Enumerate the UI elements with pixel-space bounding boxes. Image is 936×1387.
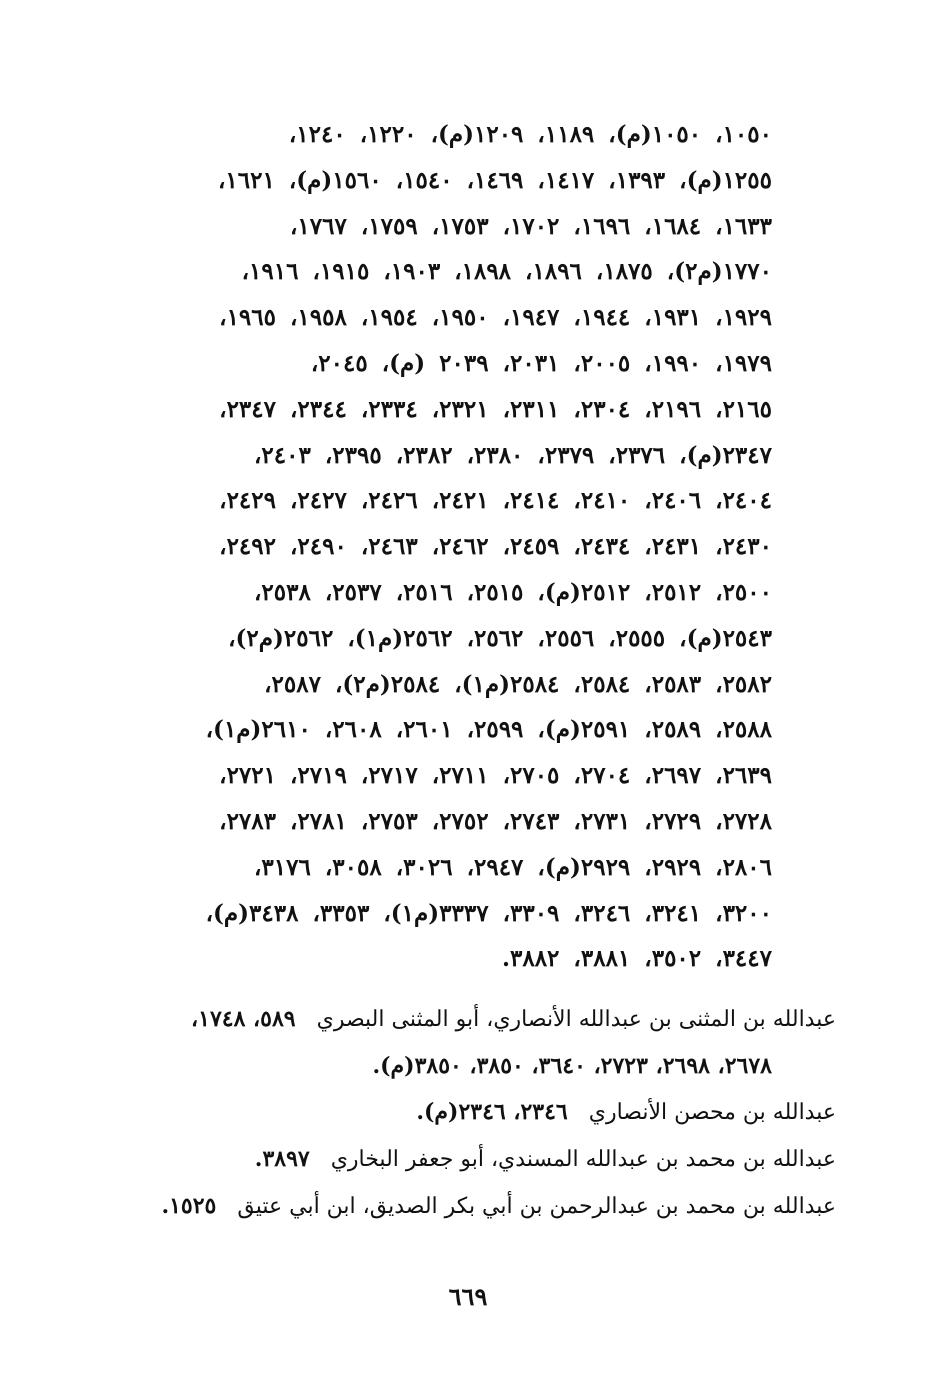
index-entry (96, 996, 836, 1089)
index-entry (96, 1136, 836, 1183)
index-entries (96, 996, 836, 1230)
reference-line: ١٠٥٠، ١٠٥٠(م)، ١١٨٩، ١٢٠٩(م)، ١٢٢٠، ١٢٤٠، (288, 121, 772, 148)
entry-name: عبدالله بن محمد بن عبدالله المسندي، أبو جعفر البخاري (330, 1147, 836, 1172)
entry-refs: ٣٨٩٧. (254, 1146, 310, 1172)
reference-line: ٢٧٢٨، ٢٧٢٩، ٢٧٣١، ٢٧٤٣، ٢٧٥٢، ٢٧٥٣، ٢٧٨١، ٢٧٨٣، (219, 807, 772, 835)
entry-refs: ٥٨٩، ١٧٤٨، (191, 1006, 296, 1032)
entry-refs-continued: ٢٦٧٨، ٢٦٩٨، ٢٧٢٣، ٣٦٤٠، ٣٨٥٠، ٣٨٥٠(م). (372, 1053, 772, 1079)
reference-number-block (132, 112, 772, 982)
reference-line: ٢٤٠٤، ٢٤٠٦، ٢٤١٠، ٢٤١٤، ٢٤٢١، ٢٤٢٦، ٢٤٢٧، ٢٤٢٩، (219, 487, 772, 515)
reference-line: ٢٥٠٠، ٢٥١٢، ٢٥١٢(م)، ٢٥١٥، ٢٥١٦، ٢٥٣٧، ٢٥٣٨، (253, 578, 772, 606)
reference-line: ٢٨٠٦، ٢٩٢٩، ٢٩٢٩(م)، ٢٩٤٧، ٣٠٢٦، ٣٠٥٨، ٣١٧٦، (253, 853, 772, 881)
reference-line: ١٧٧٠(م٢)، ١٨٧٥، ١٨٩٦، ١٨٩٨، ١٩٠٣، ١٩١٥، ١٩١٦، (241, 258, 772, 286)
reference-line: ٢٥٨٢، ٢٥٨٣، ٢٥٨٤، ٢٥٨٤(م١)، ٢٥٨٤(م٢)، ٢٥٨٧، (264, 670, 772, 698)
entry-name: عبدالله بن محصن الأنصاري (588, 1100, 836, 1125)
reference-line: ١٦٣٣، ١٦٨٤، ١٦٩٦، ١٧٠٢، ١٧٥٣، ١٧٥٩، ١٧٦٧، (289, 212, 772, 240)
reference-line: ١٢٥٥(م)، ١٣٩٣، ١٤١٧، ١٤٦٩، ١٥٤٠، ١٥٦٠(م)، ١٦٢١، (217, 166, 772, 194)
entry-refs: ١٥٢٥. (161, 1193, 217, 1219)
entry-name: عبدالله بن محمد بن عبدالرحمن بن أبي بكر الصديق، ابن أبي عتيق (237, 1194, 836, 1219)
reference-line: ١٩٧٩، ١٩٩٠، ٢٠٠٥، ٢٠٣١، ٢٠٣٩ (م)، ٢٠٤٥، (310, 349, 772, 377)
page-number: ٦٦٩ (448, 1282, 488, 1311)
reference-line: ٣٤٤٧، ٣٥٠٢، ٣٨٨١، ٣٨٨٢. (501, 945, 772, 973)
index-entry (96, 1183, 836, 1230)
entry-name: عبدالله بن المثنى بن عبدالله الأنصاري، أبو المثنى البصري (316, 1007, 836, 1032)
reference-line: ٢٦٣٩، ٢٦٩٧، ٢٧٠٤، ٢٧٠٥، ٢٧١١، ٢٧١٧، ٢٧١٩، ٢٧٢١، (219, 762, 772, 790)
reference-line: ٢١٦٥، ٢١٩٦، ٢٣٠٤، ٢٣١١، ٢٣٢١، ٢٣٣٤، ٢٣٤٤، ٢٣٤٧، (219, 395, 772, 423)
index-entry (96, 1089, 836, 1136)
reference-line: ١٩٢٩، ١٩٣١، ١٩٤٤، ١٩٤٧، ١٩٥٠، ١٩٥٤، ١٩٥٨، ١٩٦٥، (219, 304, 772, 332)
reference-line: ٢٥٤٣(م)، ٢٥٥٥، ٢٥٥٦، ٢٥٦٢، ٢٥٦٢(م١)، ٢٥٦٢(م٢)، (228, 624, 772, 652)
reference-line: ٢٥٨٨، ٢٥٨٩، ٢٥٩١(م)، ٢٥٩٩، ٢٦٠١، ٢٦٠٨، ٢٦١٠(م١)، (205, 716, 772, 744)
reference-line: ٢٣٤٧(م)، ٢٣٧٦، ٢٣٧٩، ٢٣٨٠، ٢٣٨٢، ٢٣٩٥، ٢٤٠٣، (253, 441, 772, 469)
reference-line: ٣٢٠٠، ٣٢٤١، ٣٢٤٦، ٣٣٠٩، ٣٣٣٧(م١)، ٣٣٥٣، ٣٤٣٨(م)، (205, 899, 772, 927)
reference-line: ٢٤٣٠، ٢٤٣١، ٢٤٣٤، ٢٤٥٩، ٢٤٦٢، ٢٤٦٣، ٢٤٩٠، ٢٤٩٢، (219, 533, 772, 561)
entry-refs: ٢٣٤٦، ٢٣٤٦(م). (416, 1099, 568, 1125)
